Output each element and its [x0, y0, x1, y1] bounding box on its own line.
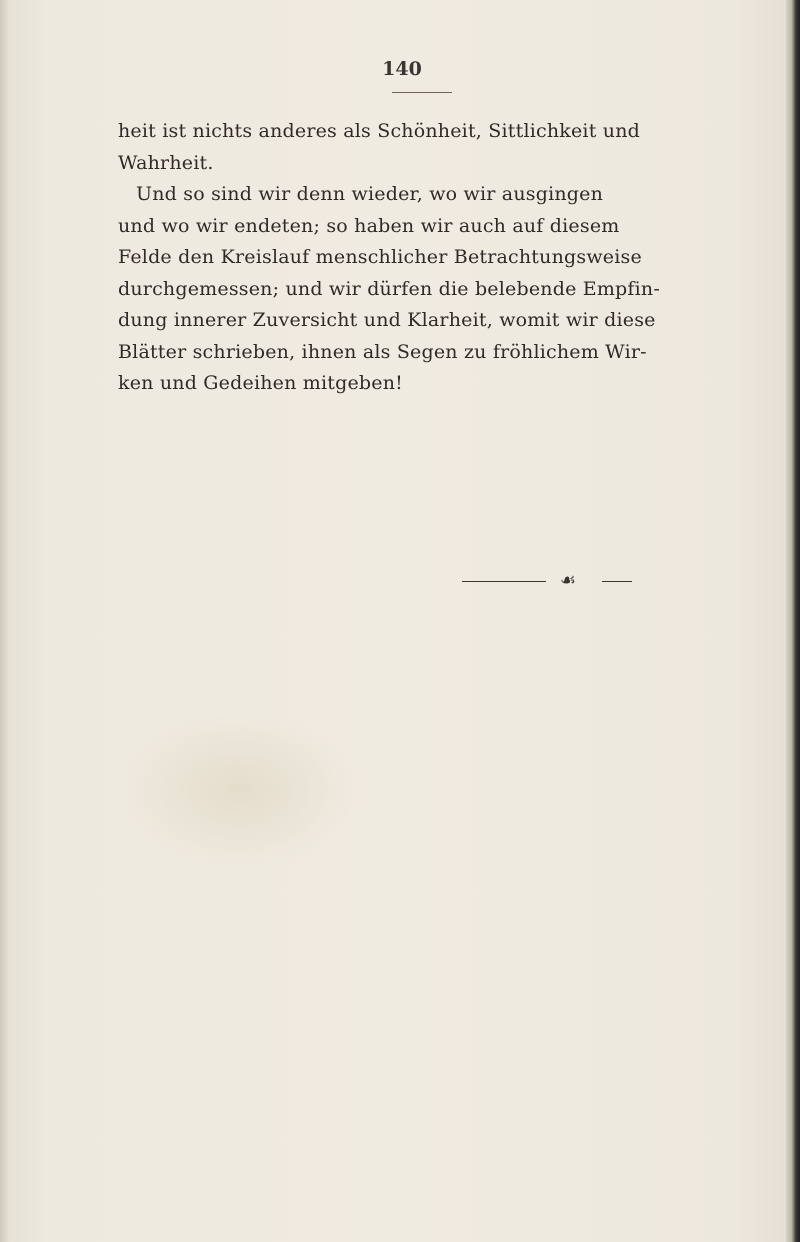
text-line: heit ist nichts anderes als Schönheit, Sittlichkeit und	[118, 120, 641, 142]
ornament-rule-left	[462, 581, 546, 582]
text-line: Wahrheit.	[118, 151, 214, 174]
page-edge	[786, 0, 800, 1242]
body-text	[118, 116, 748, 400]
text-line: Blätter schrieben, ihnen als Segen zu fröhlichem Wir-	[118, 340, 647, 363]
end-ornament	[462, 569, 642, 593]
text-line: Felde den Kreislauf menschlicher Betrachtungsweise	[118, 246, 642, 268]
page-gutter-shadow	[0, 0, 10, 1242]
header-rule	[392, 92, 452, 93]
paper-stain	[120, 710, 360, 870]
text-line: Und so sind wir denn wieder, wo wir ausgingen	[136, 183, 604, 205]
fleuron-icon: ☙	[559, 570, 577, 591]
text-line: ken und Gedeihen mitgeben!	[118, 372, 403, 394]
page-number: 140	[382, 58, 422, 80]
text-line: und wo wir endeten; so haben wir auch auf diesem	[118, 214, 620, 237]
text-line: durchgemessen; und wir dürfen die belebende Empfin-	[118, 277, 660, 300]
text-line: dung innerer Zuversicht und Klarheit, womit wir diese	[118, 309, 656, 331]
ornament-rule-right	[602, 581, 632, 582]
